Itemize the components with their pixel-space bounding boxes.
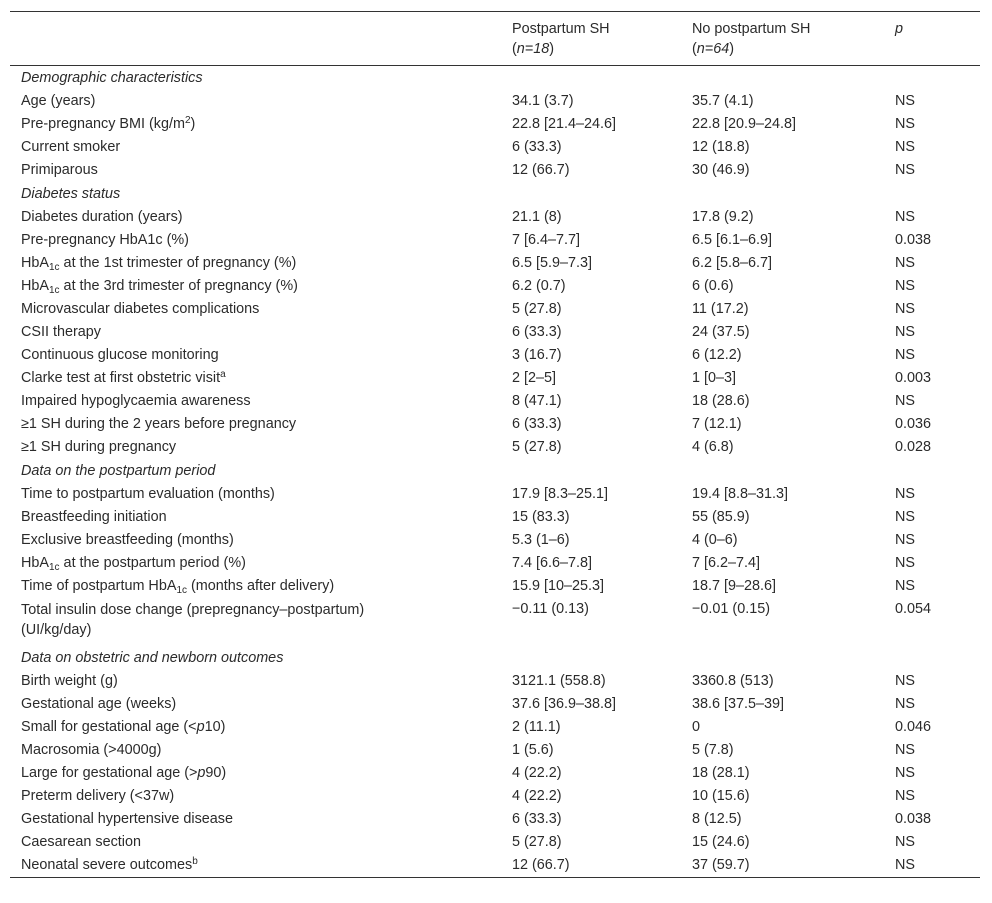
section-demographic: Demographic characteristics	[21, 70, 203, 86]
table-row	[10, 413, 980, 436]
cell-postpartum-sh: 15.9 [10–25.3]	[512, 578, 605, 594]
row-label: Continuous glucose monitoring	[21, 347, 219, 363]
table-row	[10, 159, 980, 182]
table-row	[10, 136, 980, 159]
cell-postpartum-sh: 12 (66.7)	[512, 857, 570, 873]
row-label: Time of postpartum HbA$_{1c}$ (months after delivery)	[21, 578, 335, 596]
cell-no-postpartum-sh: 7 (12.1)	[692, 416, 742, 432]
section-postpartum: Data on the postpartum period	[21, 463, 216, 479]
cell-p-value: 0.003	[895, 370, 932, 386]
cell-p-value: NS	[895, 673, 915, 689]
row-label: Clarke test at first obstetric visit$^a$	[21, 369, 226, 386]
cell-no-postpartum-sh: 37 (59.7)	[692, 857, 750, 873]
cell-p-value: NS	[895, 116, 915, 132]
cell-no-postpartum-sh: 38.6 [37.5–39]	[692, 696, 785, 712]
cell-postpartum-sh: 4 (22.2)	[512, 765, 562, 781]
cell-postpartum-sh: 6.2 (0.7)	[512, 278, 566, 294]
cell-postpartum-sh: 5 (27.8)	[512, 301, 562, 317]
cell-p-value: NS	[895, 278, 915, 294]
cell-p-value: NS	[895, 139, 915, 155]
row-label: Macrosomia (>4000g)	[21, 742, 162, 758]
row-label: Total insulin dose change (prepregnancy–postpartum) (UI/kg/day)	[21, 602, 365, 638]
cell-postpartum-sh: 6 (33.3)	[512, 811, 562, 827]
header-postpartum-n: n=18	[516, 41, 550, 57]
cell-postpartum-sh: 6 (33.3)	[512, 139, 562, 155]
table-row	[10, 321, 980, 344]
table-row	[10, 206, 980, 229]
row-label: ≥1 SH during pregnancy	[21, 439, 177, 455]
row-label: Time to postpartum evaluation (months)	[21, 486, 275, 502]
row-label: Impaired hypoglycaemia awareness	[21, 393, 251, 409]
cell-no-postpartum-sh: 4 (6.8)	[692, 439, 734, 455]
table-row	[10, 670, 980, 693]
cell-p-value: NS	[895, 696, 915, 712]
cell-p-value: NS	[895, 393, 915, 409]
header-no-postpartum-label: No postpartum SH	[692, 21, 811, 37]
section-row	[10, 646, 980, 670]
cell-p-value: 0.038	[895, 232, 932, 248]
cell-p-value: 0.038	[895, 811, 932, 827]
cell-no-postpartum-sh: 3360.8 (513)	[692, 673, 774, 689]
section-obstetric: Data on obstetric and newborn outcomes	[21, 650, 284, 666]
table-header	[10, 12, 980, 66]
row-label: Gestational age (weeks)	[21, 696, 177, 712]
table-row	[10, 831, 980, 854]
cell-postpartum-sh: 22.8 [21.4–24.6]	[512, 116, 617, 132]
row-label: Pre-pregnancy BMI $(kg/m^2)$	[21, 115, 196, 132]
row-label: Gestational hypertensive disease	[21, 811, 233, 827]
cell-p-value: 0.036	[895, 416, 932, 432]
table-row	[10, 529, 980, 552]
table-row	[10, 693, 980, 716]
table-row	[10, 390, 980, 413]
cell-p-value: 0.046	[895, 719, 932, 735]
table-row	[10, 552, 980, 575]
row-label: Preterm delivery (<37w)	[21, 788, 175, 804]
cell-p-value: 0.054	[895, 601, 932, 617]
cell-postpartum-sh: 3121.1 (558.8)	[512, 673, 606, 689]
cell-postpartum-sh: 8 (47.1)	[512, 393, 562, 409]
table-row	[10, 344, 980, 367]
cell-no-postpartum-sh: 35.7 (4.1)	[692, 93, 754, 109]
cell-p-value: NS	[895, 834, 915, 850]
cell-no-postpartum-sh: 10 (15.6)	[692, 788, 750, 804]
row-label: Current smoker	[21, 139, 121, 155]
cell-postpartum-sh: 2 [2–5]	[512, 370, 557, 386]
table-row	[10, 598, 980, 646]
cell-postpartum-sh: 34.1 (3.7)	[512, 93, 574, 109]
cell-no-postpartum-sh: 12 (18.8)	[692, 139, 750, 155]
cell-p-value: NS	[895, 555, 915, 571]
cell-no-postpartum-sh: 6.5 [6.1–6.9]	[692, 232, 773, 248]
cell-p-value: NS	[895, 324, 915, 340]
cell-p-value: NS	[895, 857, 915, 873]
row-label: Caesarean section	[21, 834, 141, 850]
cell-p-value: 0.028	[895, 439, 932, 455]
cell-no-postpartum-sh: 0	[692, 719, 701, 735]
cell-no-postpartum-sh: 19.4 [8.8–31.3]	[692, 486, 789, 502]
cell-postpartum-sh: 6.5 [5.9–7.3]	[512, 255, 593, 271]
cell-postpartum-sh: −0.11 (0.13)	[512, 601, 589, 617]
cell-no-postpartum-sh: 18.7 [9–28.6]	[692, 578, 777, 594]
row-label: Pre-pregnancy HbA1c (%)	[21, 232, 189, 248]
cell-p-value: NS	[895, 765, 915, 781]
cell-postpartum-sh: 3 (16.7)	[512, 347, 562, 363]
cell-postpartum-sh: 6 (33.3)	[512, 416, 562, 432]
cell-no-postpartum-sh: 22.8 [20.9–24.8]	[692, 116, 797, 132]
cell-no-postpartum-sh: 4 (0–6)	[692, 532, 738, 548]
header-no-postpartum-sh: No postpartum SH (n=64)	[692, 12, 895, 66]
cell-postpartum-sh: 1 (5.6)	[512, 742, 554, 758]
cell-p-value: NS	[895, 742, 915, 758]
header-postpartum-sh: Postpartum SH (n=18)	[512, 12, 692, 66]
cell-no-postpartum-sh: 8 (12.5)	[692, 811, 742, 827]
header-p-value: p	[895, 21, 904, 37]
table-row	[10, 252, 980, 275]
table-body	[10, 66, 980, 878]
table-row	[10, 785, 980, 808]
table-row	[10, 298, 980, 321]
cell-no-postpartum-sh: 30 (46.9)	[692, 162, 750, 178]
section-diabetes: Diabetes status	[21, 186, 121, 202]
row-label: HbA$_{1c}$ at the 3rd trimester of pregnancy (%)	[21, 278, 298, 296]
cell-p-value: NS	[895, 301, 915, 317]
table-row	[10, 436, 980, 459]
row-label: Age (years)	[21, 93, 96, 109]
table-row	[10, 229, 980, 252]
data-table	[10, 11, 980, 878]
row-label: Neonatal severe outcomes$^b$	[21, 856, 198, 873]
table-row	[10, 739, 980, 762]
row-label: Microvascular diabetes complications	[21, 301, 260, 317]
cell-postpartum-sh: 5 (27.8)	[512, 834, 562, 850]
row-label: CSII therapy	[21, 324, 101, 340]
cell-p-value: NS	[895, 578, 915, 594]
cell-postpartum-sh: 7.4 [6.6–7.8]	[512, 555, 593, 571]
cell-postpartum-sh: 37.6 [36.9–38.8]	[512, 696, 617, 712]
row-label: Diabetes duration (years)	[21, 209, 183, 225]
header-empty	[10, 12, 512, 66]
cell-no-postpartum-sh: 6.2 [5.8–6.7]	[692, 255, 773, 271]
cell-p-value: NS	[895, 347, 915, 363]
cell-no-postpartum-sh: 17.8 (9.2)	[692, 209, 754, 225]
cell-no-postpartum-sh: 18 (28.6)	[692, 393, 750, 409]
section-row	[10, 182, 980, 206]
cell-no-postpartum-sh: −0.01 (0.15)	[692, 601, 771, 617]
cell-postpartum-sh: 15 (83.3)	[512, 509, 570, 525]
table-row	[10, 854, 980, 878]
table-row	[10, 506, 980, 529]
table-container	[10, 11, 982, 878]
cell-postpartum-sh: 7 [6.4–7.7]	[512, 232, 581, 248]
table-row	[10, 808, 980, 831]
cell-postpartum-sh: 21.1 (8)	[512, 209, 562, 225]
cell-no-postpartum-sh: 5 (7.8)	[692, 742, 734, 758]
row-label: HbA$_{1c}$ at the 1st trimester of pregnancy (%)	[21, 255, 297, 273]
cell-no-postpartum-sh: 6 (0.6)	[692, 278, 734, 294]
row-label: Birth weight (g)	[21, 673, 118, 689]
section-row	[10, 66, 980, 91]
cell-p-value: NS	[895, 788, 915, 804]
cell-postpartum-sh: 17.9 [8.3–25.1]	[512, 486, 609, 502]
table-row	[10, 716, 980, 739]
cell-p-value: NS	[895, 162, 915, 178]
cell-no-postpartum-sh: 6 (12.2)	[692, 347, 742, 363]
table-row	[10, 367, 980, 390]
cell-no-postpartum-sh: 15 (24.6)	[692, 834, 750, 850]
table-row	[10, 575, 980, 598]
row-label: Large for gestational age (>p90)	[21, 765, 227, 781]
row-label: Breastfeeding initiation	[21, 509, 167, 525]
cell-no-postpartum-sh: 1 [0–3]	[692, 370, 737, 386]
cell-postpartum-sh: 5.3 (1–6)	[512, 532, 570, 548]
cell-postpartum-sh: 6 (33.3)	[512, 324, 562, 340]
cell-postpartum-sh: 5 (27.8)	[512, 439, 562, 455]
cell-no-postpartum-sh: 11 (17.2)	[692, 301, 749, 317]
row-label: HbA$_{1c}$ at the postpartum period (%)	[21, 555, 246, 573]
cell-no-postpartum-sh: 18 (28.1)	[692, 765, 750, 781]
table-row	[10, 113, 980, 136]
cell-p-value: NS	[895, 93, 915, 109]
table-row	[10, 483, 980, 506]
cell-p-value: NS	[895, 532, 915, 548]
cell-postpartum-sh: 2 (11.1)	[512, 719, 561, 735]
cell-p-value: NS	[895, 209, 915, 225]
row-label: Small for gestational age (<p10)	[21, 719, 226, 735]
table-row	[10, 275, 980, 298]
table-row	[10, 762, 980, 785]
cell-no-postpartum-sh: 55 (85.9)	[692, 509, 750, 525]
row-label: Primiparous	[21, 162, 98, 178]
header-postpartum-label: Postpartum SH	[512, 21, 610, 37]
cell-postpartum-sh: 4 (22.2)	[512, 788, 562, 804]
row-label: Exclusive breastfeeding (months)	[21, 532, 234, 548]
cell-no-postpartum-sh: 24 (37.5)	[692, 324, 750, 340]
cell-p-value: NS	[895, 509, 915, 525]
header-no-postpartum-n: n=64	[696, 41, 730, 57]
cell-postpartum-sh: 12 (66.7)	[512, 162, 570, 178]
cell-no-postpartum-sh: 7 [6.2–7.4]	[692, 555, 761, 571]
cell-p-value: NS	[895, 486, 915, 502]
row-label: ≥1 SH during the 2 years before pregnancy	[21, 416, 297, 432]
section-row	[10, 459, 980, 483]
cell-p-value: NS	[895, 255, 915, 271]
table-row	[10, 90, 980, 113]
